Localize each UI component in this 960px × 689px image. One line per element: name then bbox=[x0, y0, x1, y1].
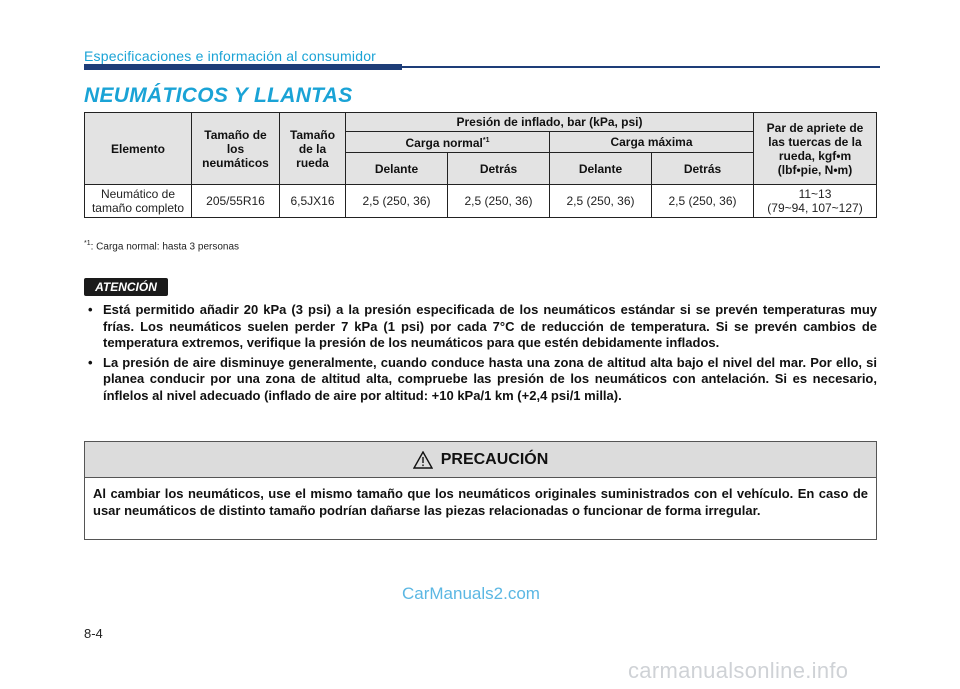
watermark-footer: carmanualsonline.info bbox=[628, 658, 849, 683]
torque-converted: (79~94, 107~127) bbox=[767, 201, 863, 215]
caution-box bbox=[84, 441, 877, 540]
list-item: • Está permitido añadir 20 kPa (3 psi) a la presión especificada de los neumáticos estándar si se prevén temperaturas muy frías. Los neumáticos suelen perder 7 kPa (1 psi) por cada 7°C de reducción de temperatura. Si se prevén cambios de temperatura extremos, verifique la presión de los neumáticos para que estén debidamente inflados. bbox=[84, 302, 877, 352]
normal-load-label: Carga normal bbox=[405, 136, 483, 150]
cell-normal-rear: 2,5 (250, 36) bbox=[448, 185, 550, 218]
caution-title: PRECAUCIÓN bbox=[440, 450, 549, 468]
header-divider bbox=[84, 66, 880, 68]
header-max-rear: Detrás bbox=[652, 153, 754, 185]
header-tire-size: Tamaño de los neumáticos bbox=[192, 113, 280, 185]
cell-max-rear: 2,5 (250, 36) bbox=[652, 185, 754, 218]
header-normal-load bbox=[346, 132, 550, 153]
list-item: • La presión de aire disminuye generalmente, cuando conduce hasta una zona de altitud alta bajo el nivel del mar. Por ello, si planea conducir por una zona de altitud alta, compruebe las presión de los neumáticos con antelación. Si es necesario, ínflelos al nivel adecuado (inflado de aire por altitud: +10 kPa/1 km (+2,4 psi/1 milla). bbox=[84, 355, 877, 405]
tire-specs-table bbox=[84, 112, 877, 218]
header-normal-front: Delante bbox=[346, 153, 448, 185]
caution-text: Al cambiar los neumáticos, use el mismo tamaño que los neumáticos originales suministrados con el vehículo. En caso de usar neumáticos de distinto tamaño podrían dañarse las piezas relacionadas o funcionar de forma irregular. bbox=[93, 486, 868, 518]
header-elemento: Elemento bbox=[85, 113, 192, 185]
watermark: CarManuals2.com bbox=[402, 584, 540, 603]
header-max-load: Carga máxima bbox=[550, 132, 754, 153]
attention-badge: ATENCIÓN bbox=[84, 278, 168, 296]
footnote-text: : Carga normal: hasta 3 personas bbox=[90, 241, 240, 253]
attention-list bbox=[84, 302, 877, 407]
cell-elemento: Neumático de tamaño completo bbox=[85, 185, 192, 218]
header-torque: Par de apriete de las tuercas de la rueda, kgf•m (lbf•pie, N•m) bbox=[754, 113, 877, 185]
header-inflation-pressure: Presión de inflado, bar (kPa, psi) bbox=[346, 113, 754, 132]
torque-value: 11~13 bbox=[798, 187, 832, 201]
section-header: Especificaciones e información al consumidor bbox=[84, 48, 377, 64]
footnote bbox=[84, 240, 239, 252]
header-wheel-size: Tamaño de la rueda bbox=[280, 113, 346, 185]
table-row bbox=[85, 185, 877, 218]
warning-triangle-icon bbox=[413, 451, 433, 469]
cell-wheel-size: 6,5JX16 bbox=[280, 185, 346, 218]
caution-header bbox=[85, 442, 876, 478]
cell-torque bbox=[754, 185, 877, 218]
header-normal-rear: Detrás bbox=[448, 153, 550, 185]
page-title: NEUMÁTICOS Y LLANTAS bbox=[84, 84, 353, 107]
footnote-mark: *1 bbox=[84, 240, 91, 247]
page-number: 8-4 bbox=[84, 626, 103, 641]
normal-load-footnote-mark: *1 bbox=[482, 137, 490, 144]
cell-max-front: 2,5 (250, 36) bbox=[550, 185, 652, 218]
cell-normal-front: 2,5 (250, 36) bbox=[346, 185, 448, 218]
cell-tire-size: 205/55R16 bbox=[192, 185, 280, 218]
header-max-front: Delante bbox=[550, 153, 652, 185]
